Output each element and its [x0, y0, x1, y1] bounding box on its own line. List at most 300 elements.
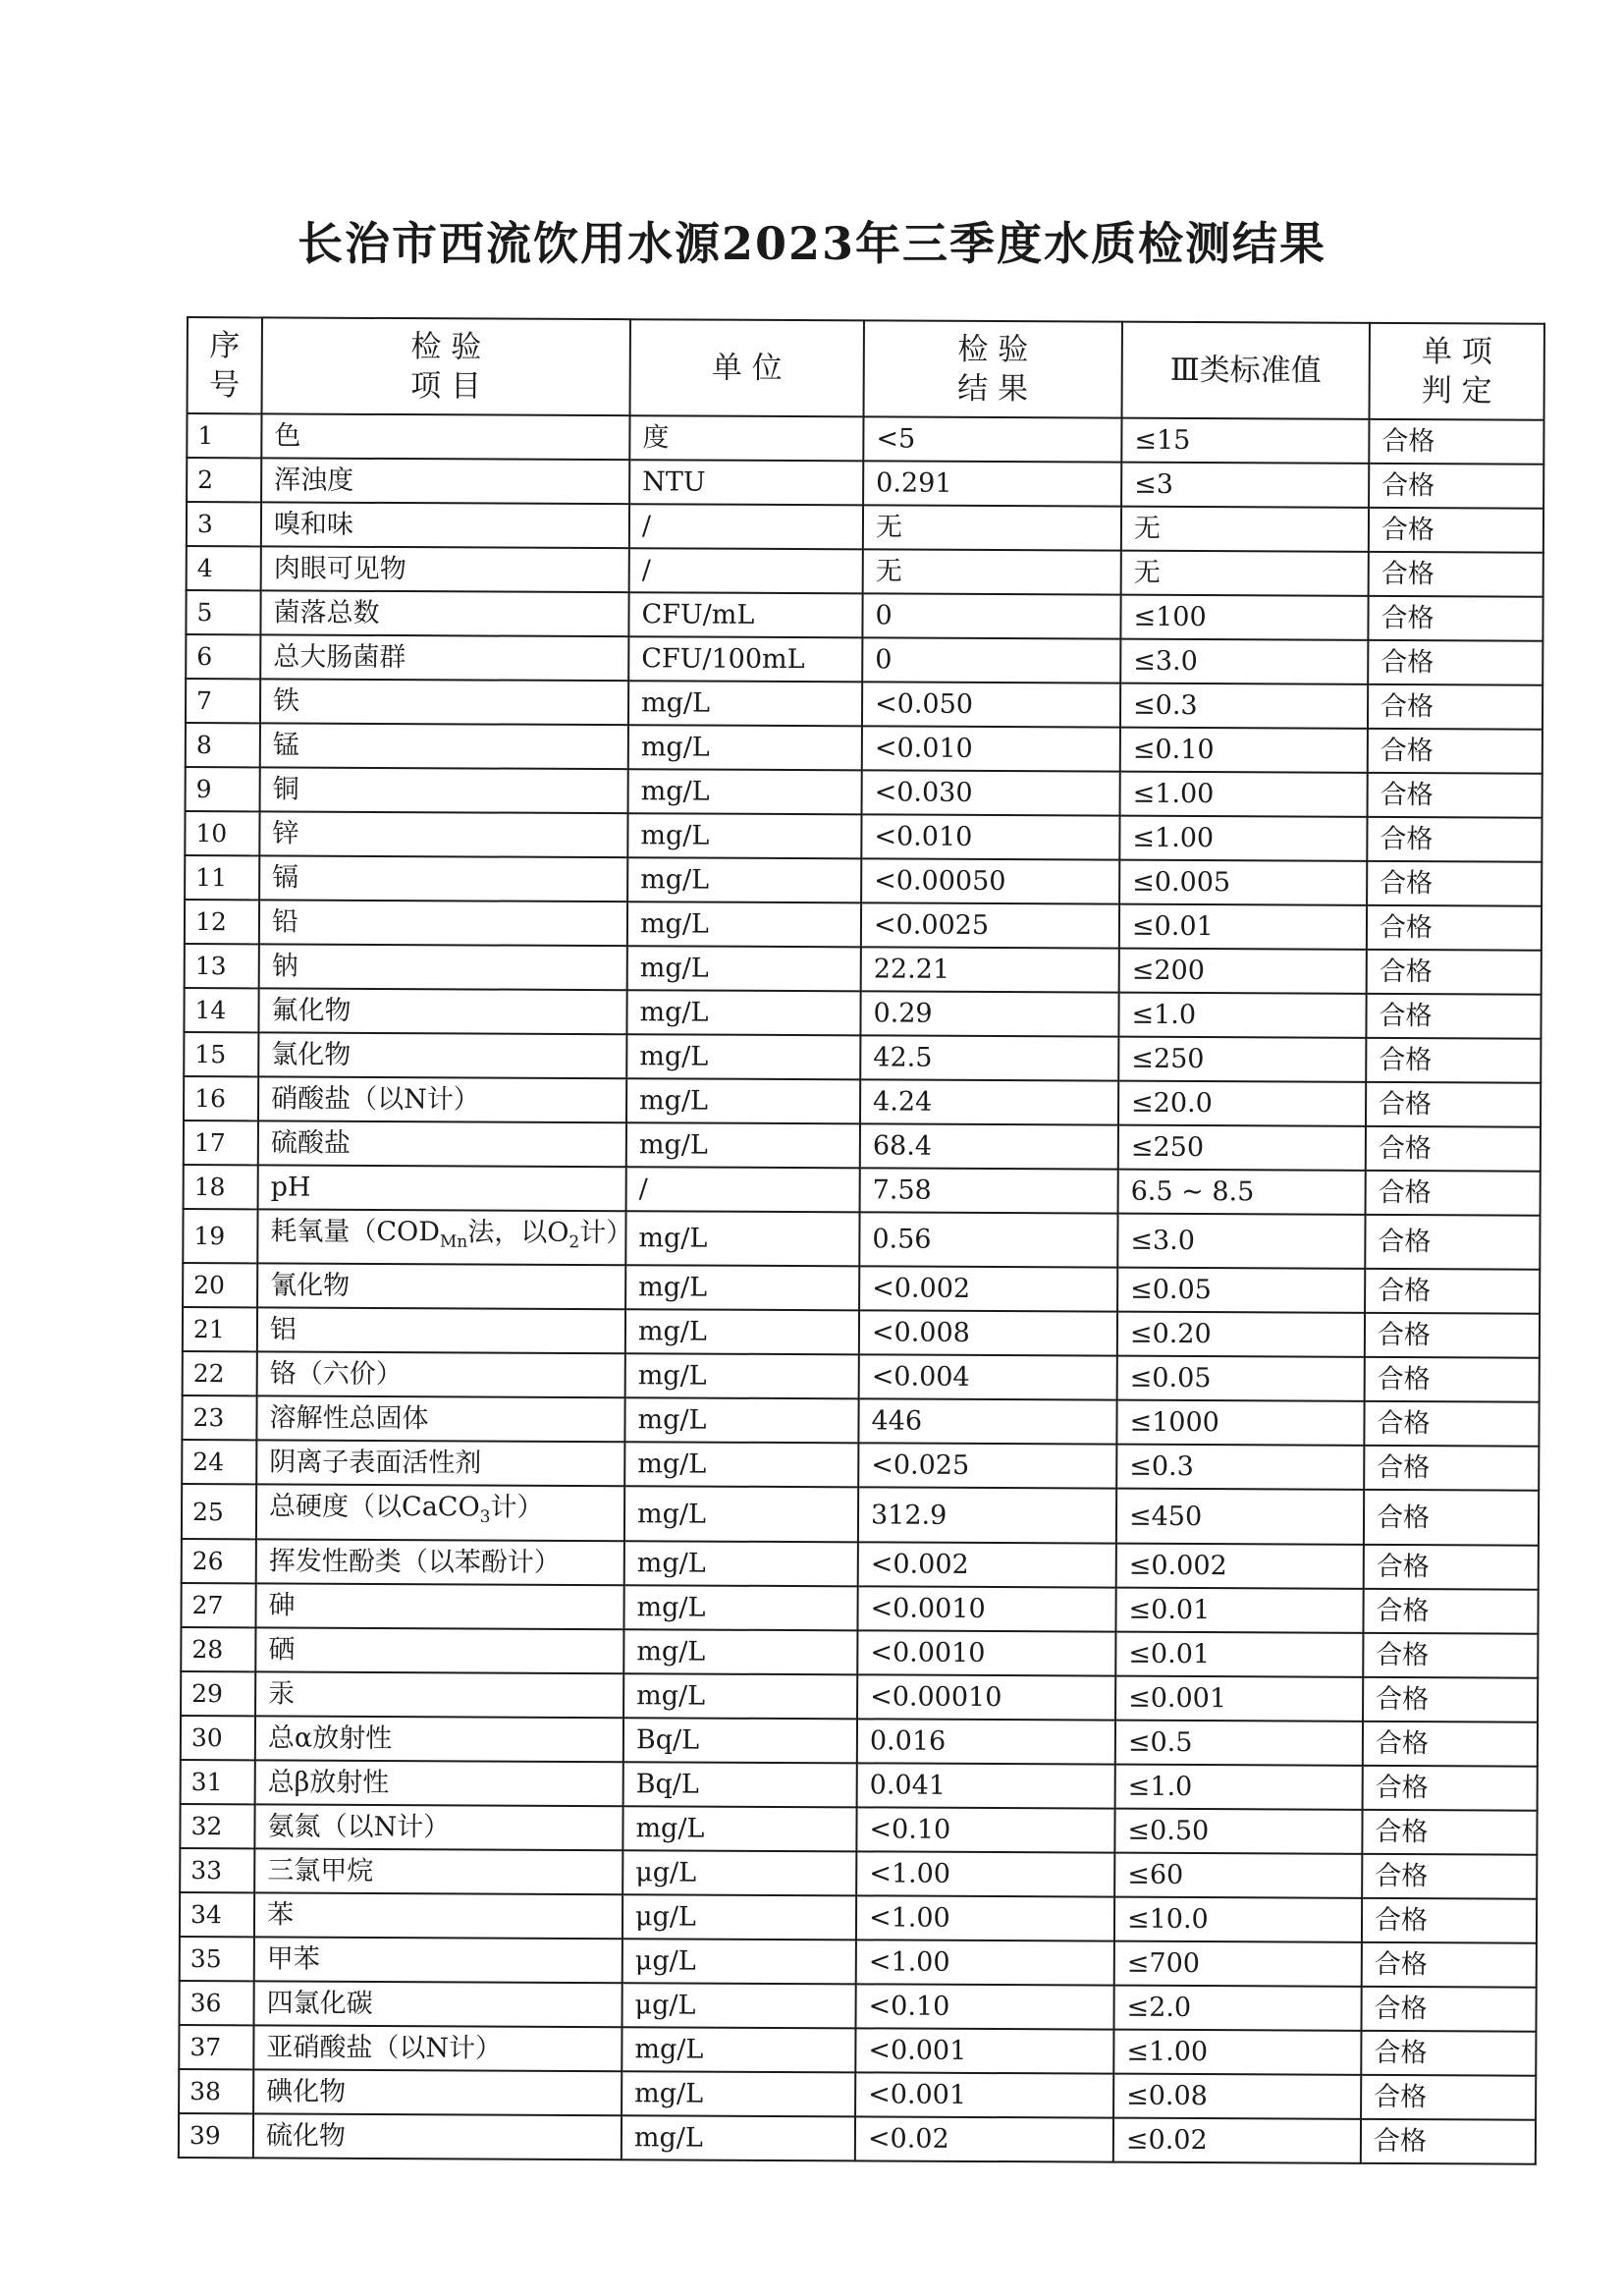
header-judge — [1370, 323, 1544, 420]
table-row — [180, 1804, 1537, 1855]
cell-standard: ≤3 — [1121, 463, 1369, 508]
cell-judge: 合格 — [1361, 2075, 1536, 2120]
cell-unit: / — [626, 1167, 860, 1212]
header-no — [188, 317, 262, 413]
table-row — [182, 1539, 1539, 1590]
cell-unit: mg/L — [627, 813, 861, 858]
item-subscript: 3 — [479, 1507, 491, 1528]
cell-item: 肉眼可见物 — [261, 546, 629, 592]
cell-no: 35 — [180, 1937, 254, 1981]
cell-result: 0.041 — [857, 1763, 1115, 1808]
cell-judge: 合格 — [1368, 773, 1543, 818]
cell-standard: ≤1.00 — [1119, 816, 1367, 861]
cell-item — [256, 1485, 624, 1541]
table-row — [181, 1716, 1538, 1767]
cell-standard: ≤250 — [1118, 1125, 1366, 1171]
cell-result: <0.030 — [862, 770, 1120, 815]
cell-result: <0.050 — [862, 682, 1120, 727]
cell-result: 446 — [858, 1399, 1116, 1445]
cell-judge: 合格 — [1361, 2119, 1536, 2164]
cell-no: 12 — [185, 900, 259, 944]
cell-unit: μg/L — [623, 1850, 856, 1895]
item-text: 计） — [490, 1492, 544, 1524]
header-result-line1: 检 验 — [957, 331, 1029, 368]
cell-standard: ≤10.0 — [1114, 1896, 1362, 1941]
cell-unit: CFU/mL — [628, 592, 862, 637]
cell-no: 29 — [181, 1671, 255, 1716]
cell-item: 氨氮（以N计） — [254, 1804, 623, 1850]
cell-result: <0.025 — [858, 1444, 1116, 1489]
cell-unit: / — [629, 548, 863, 593]
table-row — [186, 679, 1543, 730]
cell-unit: mg/L — [623, 1673, 857, 1719]
table-row — [181, 1583, 1538, 1634]
cell-standard: ≤0.20 — [1117, 1312, 1365, 1357]
cell-judge: 合格 — [1363, 1677, 1538, 1722]
cell-judge: 合格 — [1365, 1357, 1540, 1402]
cell-judge: 合格 — [1368, 640, 1543, 685]
cell-standard: ≤0.01 — [1115, 1631, 1363, 1676]
table-row — [180, 1937, 1537, 1988]
cell-item: 挥发性酚类（以苯酚计） — [256, 1539, 624, 1585]
cell-item: 嗅和味 — [261, 502, 629, 548]
item-text: 计） — [579, 1217, 633, 1249]
cell-standard: ≤1.00 — [1120, 772, 1368, 817]
table-row — [180, 1848, 1537, 1899]
cell-judge: 合格 — [1362, 1810, 1537, 1855]
cell-item: 甲苯 — [254, 1937, 623, 1983]
header-result — [864, 320, 1122, 417]
cell-item: 钠 — [259, 944, 627, 990]
cell-judge: 合格 — [1361, 1987, 1536, 2032]
cell-unit: mg/L — [622, 2115, 855, 2160]
cell-judge: 合格 — [1366, 1171, 1541, 1216]
cell-result: <1.00 — [856, 1895, 1114, 1941]
cell-no: 28 — [181, 1627, 255, 1671]
table-row — [184, 1121, 1541, 1172]
cell-item: 菌落总数 — [260, 590, 628, 636]
cell-unit: 度 — [629, 415, 863, 461]
cell-judge: 合格 — [1364, 1401, 1539, 1447]
cell-result: <1.00 — [856, 1940, 1114, 1985]
cell-judge: 合格 — [1366, 994, 1541, 1039]
cell-judge: 合格 — [1363, 1722, 1538, 1767]
cell-standard: ≤0.002 — [1116, 1543, 1364, 1588]
cell-item — [257, 1209, 633, 1265]
item-text: 总硬度（以CaCO — [269, 1491, 480, 1523]
cell-judge: 合格 — [1368, 729, 1543, 774]
header-item-line1: 检 验 — [410, 329, 482, 365]
cell-item: 锰 — [260, 723, 628, 769]
table-row — [180, 1892, 1537, 1943]
cell-unit: mg/L — [628, 681, 862, 726]
cell-unit: mg/L — [628, 769, 862, 814]
cell-item: 三氯甲烷 — [254, 1848, 623, 1894]
cell-judge: 合格 — [1364, 1446, 1539, 1491]
table-row — [185, 855, 1542, 906]
cell-no: 34 — [180, 1892, 254, 1937]
cell-no: 37 — [179, 2025, 253, 2069]
cell-result: 0.291 — [863, 461, 1121, 506]
cell-no: 9 — [186, 767, 260, 811]
cell-item: 色 — [261, 413, 629, 460]
cell-standard: ≤0.3 — [1120, 683, 1368, 729]
cell-unit: mg/L — [624, 1541, 858, 1586]
cell-no: 8 — [186, 723, 260, 767]
table-row — [184, 1032, 1541, 1083]
table-row — [186, 723, 1543, 774]
cell-unit: mg/L — [624, 1398, 858, 1444]
cell-result: <0.010 — [862, 726, 1120, 771]
header-result-line2: 结 果 — [957, 370, 1029, 408]
cell-no: 23 — [182, 1395, 256, 1440]
cell-result: <0.002 — [859, 1267, 1117, 1312]
header-judge-line1: 单 项 — [1421, 334, 1492, 370]
table-row — [179, 2069, 1536, 2120]
cell-no: 18 — [184, 1165, 258, 1209]
cell-item: 四氯化碳 — [253, 1981, 622, 2027]
header-unit — [630, 319, 864, 416]
cell-judge: 合格 — [1369, 552, 1543, 597]
cell-judge: 合格 — [1367, 817, 1542, 862]
cell-judge: 合格 — [1364, 1545, 1539, 1590]
cell-result: 22.21 — [861, 947, 1119, 992]
cell-item: pH — [258, 1165, 626, 1211]
cell-unit: CFU/100mL — [628, 636, 862, 682]
cell-no: 16 — [184, 1076, 258, 1121]
cell-judge: 合格 — [1361, 2031, 1536, 2076]
cell-no: 33 — [180, 1848, 254, 1892]
table-row — [181, 1671, 1538, 1722]
table-row — [182, 1395, 1539, 1447]
cell-no: 24 — [182, 1440, 256, 1484]
cell-item: 总大肠菌群 — [260, 634, 628, 681]
cell-result: 7.58 — [860, 1168, 1118, 1213]
cell-no: 7 — [186, 679, 260, 723]
cell-judge: 合格 — [1366, 1082, 1541, 1127]
page-title: 长治市西流饮用水源2023年三季度水质检测结果 — [297, 217, 1327, 270]
cell-item: 汞 — [255, 1671, 623, 1718]
cell-no: 20 — [183, 1263, 257, 1307]
cell-result: <0.008 — [859, 1311, 1117, 1356]
cell-result: 68.4 — [860, 1123, 1118, 1169]
cell-unit: mg/L — [627, 857, 861, 902]
header-standard-label: Ⅲ类标准值 — [1169, 352, 1322, 389]
cell-standard: ≤3.0 — [1117, 1214, 1365, 1270]
cell-result: <0.0010 — [857, 1586, 1115, 1631]
cell-item: 铝 — [257, 1308, 625, 1354]
cell-no: 39 — [179, 2113, 253, 2158]
cell-judge: 合格 — [1364, 1490, 1539, 1545]
header-unit-label: 单 位 — [711, 350, 783, 386]
cell-standard: ≤0.001 — [1115, 1675, 1363, 1721]
table-row — [183, 1351, 1540, 1402]
table-row — [185, 944, 1542, 995]
cell-standard: ≤0.005 — [1119, 860, 1367, 905]
cell-item: 苯 — [254, 1892, 623, 1939]
cell-item: 铁 — [260, 679, 628, 725]
cell-no: 19 — [183, 1209, 257, 1264]
cell-item: 硝酸盐（以N计） — [258, 1076, 626, 1122]
cell-no: 25 — [182, 1484, 256, 1539]
cell-standard: ≤250 — [1118, 1037, 1366, 1082]
cell-standard: 无 — [1121, 507, 1369, 552]
cell-result: <0.004 — [859, 1355, 1117, 1400]
cell-no: 30 — [181, 1716, 255, 1760]
cell-no: 1 — [187, 413, 261, 458]
table-row — [186, 767, 1543, 818]
cell-item: 硒 — [255, 1627, 623, 1673]
cell-result: 4.24 — [860, 1079, 1118, 1124]
cell-no: 15 — [184, 1032, 258, 1076]
cell-result: <0.02 — [855, 2116, 1113, 2161]
cell-judge: 合格 — [1363, 1766, 1538, 1811]
table-row — [185, 811, 1542, 862]
table-row — [183, 1307, 1540, 1358]
cell-result: <0.0010 — [857, 1630, 1115, 1675]
table-row — [179, 1981, 1536, 2032]
header-no-line1: 序 — [209, 328, 241, 364]
item-text: 耗氧量（COD — [270, 1216, 440, 1248]
item-subscript: 2 — [568, 1232, 580, 1253]
cell-result: 0 — [862, 593, 1120, 638]
header-item — [262, 317, 630, 415]
cell-judge: 合格 — [1362, 1942, 1537, 1988]
cell-standard: ≤0.01 — [1119, 904, 1367, 950]
cell-item: 总α放射性 — [255, 1716, 623, 1762]
cell-result: <0.001 — [855, 2072, 1113, 2117]
cell-result: <1.00 — [856, 1851, 1114, 1896]
cell-result: <0.00050 — [861, 858, 1119, 903]
table-row — [187, 502, 1543, 553]
cell-result: <0.10 — [856, 1807, 1114, 1852]
cell-result: <0.002 — [858, 1542, 1116, 1587]
cell-result: <0.001 — [855, 2028, 1113, 2073]
cell-standard: ≤0.3 — [1116, 1445, 1364, 1490]
cell-unit: μg/L — [622, 1983, 855, 2028]
table-row — [182, 1484, 1539, 1545]
table-row — [184, 1165, 1541, 1216]
cell-unit: mg/L — [626, 990, 860, 1035]
cell-item: 浑浊度 — [261, 458, 629, 504]
cell-no: 22 — [183, 1351, 257, 1395]
header-item-line2: 项 目 — [410, 368, 482, 405]
cell-standard: ≤1.00 — [1113, 2029, 1361, 2074]
cell-unit: mg/L — [623, 1585, 857, 1630]
cell-item: 铜 — [260, 767, 628, 813]
cell-result: <0.010 — [861, 814, 1119, 859]
cell-standard: ≤15 — [1121, 418, 1369, 464]
cell-item: 锌 — [259, 811, 627, 857]
cell-standard: ≤0.08 — [1113, 2073, 1361, 2118]
cell-result: 0.016 — [857, 1719, 1115, 1764]
cell-judge: 合格 — [1368, 596, 1543, 641]
cell-no: 13 — [185, 944, 259, 988]
table-body — [179, 413, 1544, 2164]
cell-standard: ≤0.5 — [1115, 1720, 1363, 1765]
results-table — [178, 316, 1545, 2165]
cell-standard: ≤0.10 — [1120, 728, 1368, 773]
table-row — [187, 413, 1543, 465]
cell-no: 5 — [186, 590, 260, 634]
cell-item: 铬（六价） — [257, 1352, 625, 1398]
cell-item: 总β放射性 — [255, 1760, 623, 1806]
cell-standard: ≤200 — [1119, 949, 1367, 994]
table-row — [187, 546, 1543, 597]
cell-unit: mg/L — [625, 1310, 859, 1355]
cell-unit: / — [629, 504, 863, 549]
cell-result: 0.29 — [860, 991, 1118, 1036]
header-no-line2: 号 — [209, 367, 241, 404]
cell-unit: NTU — [629, 460, 863, 505]
cell-standard: ≤0.05 — [1117, 1356, 1365, 1401]
table-row — [181, 1627, 1538, 1678]
cell-item: 硫酸盐 — [258, 1121, 626, 1167]
cell-no: 36 — [179, 1981, 253, 2025]
cell-judge: 合格 — [1365, 1313, 1540, 1358]
cell-item: 氟化物 — [258, 988, 626, 1034]
table-row — [187, 458, 1543, 509]
cell-judge: 合格 — [1367, 861, 1542, 906]
table-row — [179, 2113, 1536, 2164]
cell-judge: 合格 — [1367, 950, 1542, 995]
cell-result: 0.56 — [859, 1212, 1117, 1268]
cell-judge: 合格 — [1369, 419, 1543, 465]
cell-standard: ≤1000 — [1116, 1400, 1364, 1446]
cell-standard: ≤700 — [1114, 1941, 1362, 1986]
table-row — [183, 1209, 1540, 1270]
cell-no: 10 — [185, 811, 259, 855]
cell-standard: 无 — [1121, 551, 1369, 596]
cell-judge: 合格 — [1366, 1038, 1541, 1083]
cell-item: 氰化物 — [257, 1264, 625, 1310]
cell-no: 31 — [181, 1760, 255, 1804]
cell-judge: 合格 — [1363, 1633, 1538, 1678]
cell-judge: 合格 — [1368, 684, 1543, 730]
cell-unit: Bq/L — [623, 1718, 857, 1763]
table-row — [182, 1440, 1539, 1491]
cell-result: <0.0025 — [861, 902, 1119, 948]
cell-standard: ≤0.02 — [1113, 2117, 1361, 2162]
cell-standard: 6.5 ~ 8.5 — [1118, 1170, 1366, 1215]
table-row — [184, 1076, 1541, 1127]
cell-result: <0.00010 — [857, 1674, 1115, 1720]
item-subscript: Mn — [439, 1231, 468, 1252]
cell-judge: 合格 — [1363, 1589, 1538, 1634]
cell-unit: mg/L — [626, 1122, 860, 1168]
table-row — [183, 1263, 1540, 1314]
item-text: 法，以O — [467, 1217, 569, 1248]
cell-unit: mg/L — [626, 1078, 860, 1123]
cell-item: 铅 — [259, 900, 627, 946]
cell-item: 阴离子表面活性剂 — [256, 1441, 624, 1487]
cell-result: 42.5 — [860, 1035, 1118, 1080]
cell-judge: 合格 — [1362, 1898, 1537, 1943]
cell-unit: μg/L — [623, 1939, 856, 1984]
cell-no: 11 — [185, 855, 259, 900]
cell-standard: ≤60 — [1114, 1852, 1362, 1897]
cell-judge: 合格 — [1365, 1269, 1540, 1314]
cell-standard: ≤0.05 — [1117, 1268, 1365, 1313]
cell-no: 32 — [180, 1804, 254, 1848]
cell-no: 14 — [184, 988, 258, 1032]
cell-item: 砷 — [255, 1583, 623, 1629]
cell-result: <0.10 — [855, 1984, 1113, 2029]
cell-unit: mg/L — [627, 946, 861, 991]
cell-judge: 合格 — [1366, 1126, 1541, 1172]
cell-item: 碘化物 — [253, 2069, 622, 2115]
cell-result: 312.9 — [858, 1488, 1116, 1544]
cell-standard: ≤1.0 — [1118, 993, 1366, 1038]
cell-result: 0 — [862, 637, 1120, 683]
cell-result: <5 — [863, 416, 1121, 462]
cell-unit: μg/L — [623, 1894, 856, 1940]
cell-unit: mg/L — [623, 1629, 857, 1674]
cell-standard: ≤0.01 — [1115, 1587, 1363, 1632]
cell-unit: mg/L — [625, 1266, 859, 1311]
cell-no: 21 — [183, 1307, 257, 1351]
cell-item: 镉 — [259, 855, 627, 902]
cell-item: 硫化物 — [253, 2113, 622, 2159]
table-header-row — [188, 317, 1544, 420]
cell-judge: 合格 — [1367, 905, 1542, 951]
cell-no: 38 — [179, 2069, 253, 2113]
cell-no: 26 — [182, 1539, 256, 1583]
table-row — [184, 988, 1541, 1039]
cell-no: 27 — [181, 1583, 255, 1627]
cell-standard: ≤1.0 — [1115, 1764, 1363, 1809]
cell-standard: ≤450 — [1116, 1489, 1364, 1545]
table-row — [186, 634, 1543, 685]
table-row — [185, 900, 1542, 951]
cell-item: 氯化物 — [258, 1032, 626, 1078]
cell-judge: 合格 — [1369, 508, 1543, 553]
header-standard — [1122, 322, 1370, 419]
table-row — [181, 1760, 1538, 1811]
cell-unit: mg/L — [623, 1806, 856, 1851]
cell-standard: ≤3.0 — [1120, 639, 1368, 684]
cell-standard: ≤2.0 — [1113, 1985, 1361, 2030]
cell-unit: mg/L — [625, 1211, 859, 1267]
cell-judge: 合格 — [1362, 1854, 1537, 1899]
cell-item: 溶解性总固体 — [256, 1396, 624, 1443]
cell-result: 无 — [863, 505, 1121, 550]
cell-unit: Bq/L — [623, 1762, 857, 1807]
cell-unit: mg/L — [627, 902, 861, 947]
cell-unit: mg/L — [625, 1354, 859, 1399]
cell-judge: 合格 — [1369, 464, 1543, 509]
cell-unit: mg/L — [622, 2027, 855, 2072]
cell-unit: mg/L — [624, 1487, 858, 1543]
cell-unit: mg/L — [622, 2071, 855, 2116]
cell-standard: ≤20.0 — [1118, 1081, 1366, 1126]
cell-no: 17 — [184, 1121, 258, 1165]
cell-no: 4 — [187, 546, 261, 590]
cell-result: 无 — [863, 549, 1121, 594]
cell-unit: mg/L — [628, 725, 862, 770]
cell-no: 3 — [187, 502, 261, 546]
cell-standard: ≤0.50 — [1114, 1808, 1362, 1853]
cell-item: 亚硝酸盐（以N计） — [253, 2025, 622, 2071]
table-row — [179, 2025, 1536, 2076]
cell-judge: 合格 — [1365, 1215, 1540, 1270]
cell-no: 6 — [186, 634, 260, 679]
cell-unit: mg/L — [626, 1034, 860, 1079]
cell-unit: mg/L — [624, 1443, 858, 1488]
cell-no: 2 — [187, 458, 261, 502]
table-row — [186, 590, 1543, 641]
header-judge-line2: 判 定 — [1421, 373, 1492, 410]
